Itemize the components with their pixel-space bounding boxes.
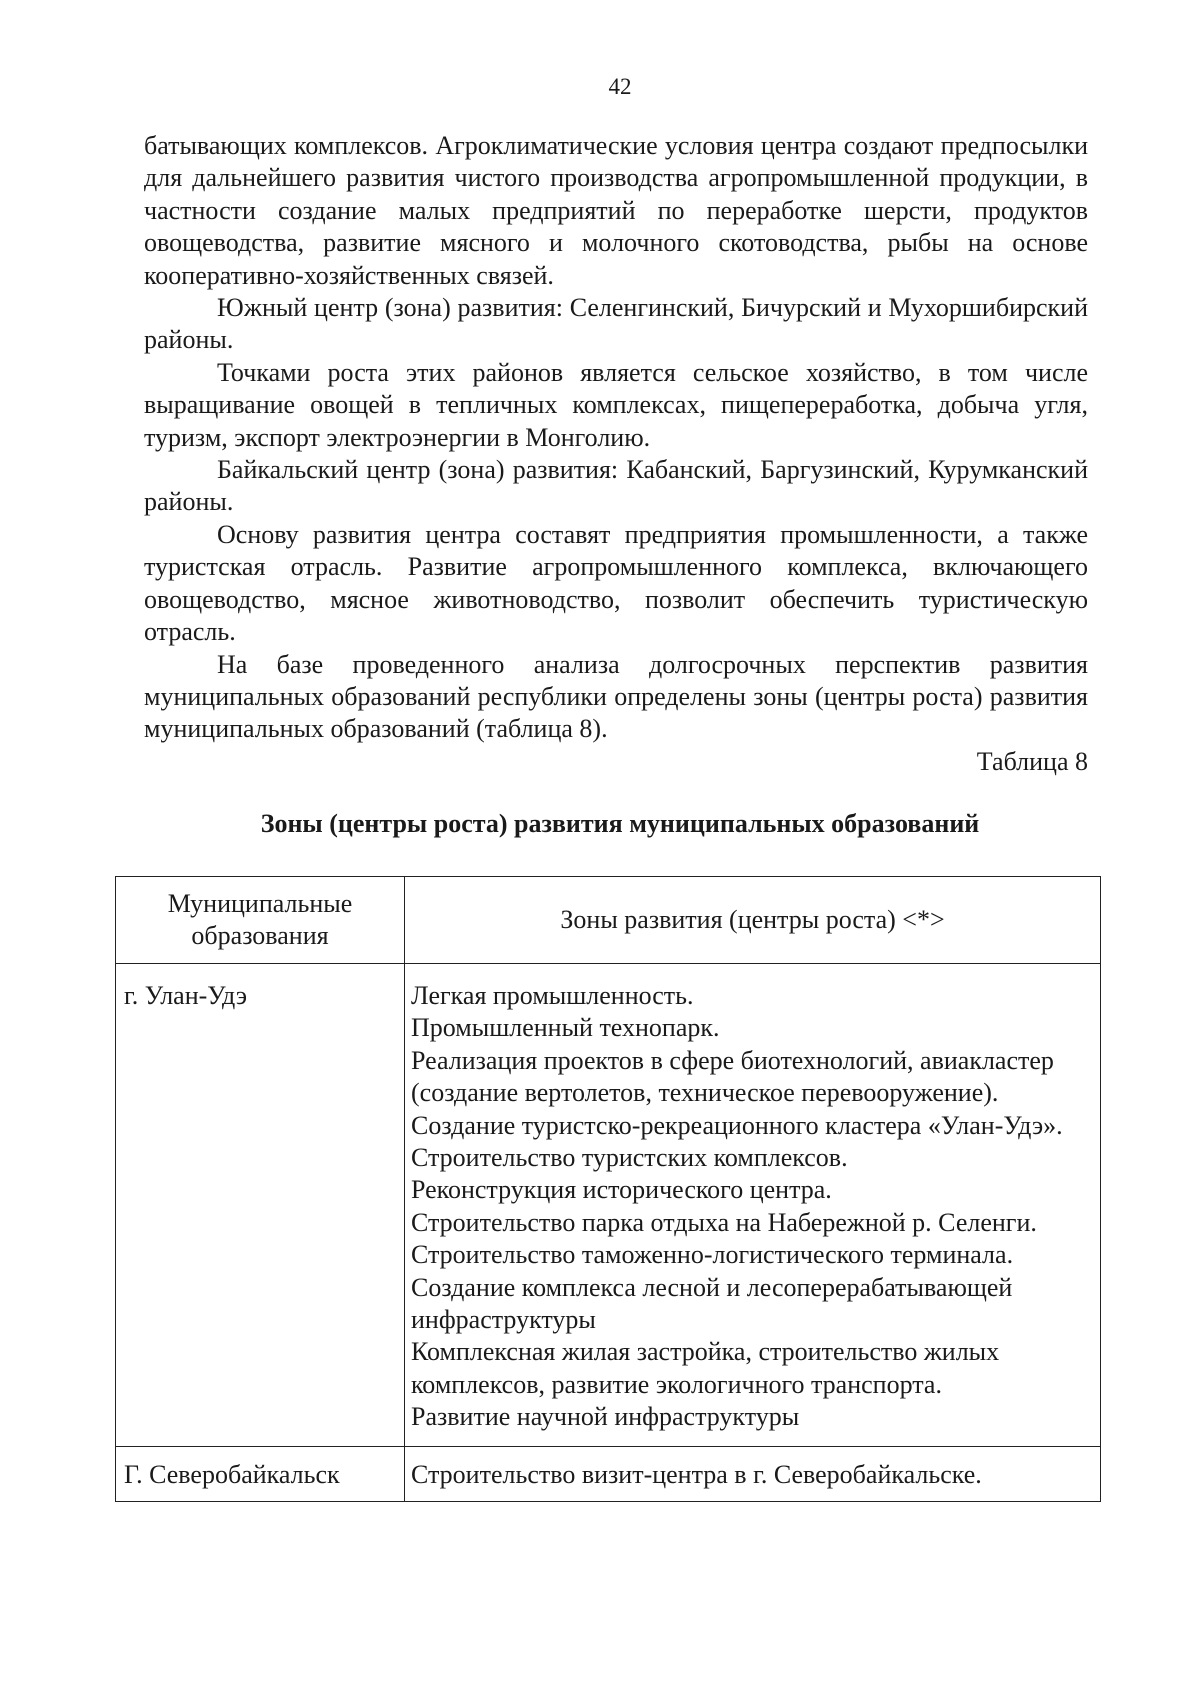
zone-item: Промышленный технопарк.: [411, 1013, 720, 1043]
table-row: [116, 964, 1101, 1447]
table-row: [116, 1446, 1101, 1501]
paragraph: Южный центр (зона) развития: Селенгинский, Бичурский и Мухоршибирский районы.: [144, 293, 1088, 355]
zone-item: Реализация проектов в сфере биотехнологий, авиакластер (создание вертолетов, техническое перевооружение).: [411, 1045, 1054, 1108]
zone-item: Строительство таможенно-логистического терминала.: [411, 1240, 1014, 1270]
zone-item: Легкая промышленность.: [411, 981, 694, 1010]
zone-item: Создание туристско-рекреационного кластера «Улан-Удэ».: [411, 1110, 1063, 1140]
header-municipality: Муниципальные образования: [116, 877, 405, 964]
zone-item: Развитие научной инфраструктуры: [411, 1402, 800, 1432]
page-number: 42: [608, 74, 632, 99]
zones-cell: [405, 964, 1101, 1447]
paragraph: Основу развития центра составят предприятия промышленности, а также туристская отрасль. Развитие агропромышленного комплекса, включающего овощеводство, мясное животноводство, позволит обеспечить туристическую отрасль.: [144, 519, 1088, 647]
table-header-row: [116, 877, 1101, 964]
table-label: Таблица 8: [976, 747, 1088, 776]
zone-item: Комплексная жилая застройка, строительство жилых комплексов, развитие экологичного транспорта.: [411, 1337, 1000, 1399]
zone-item: Создание комплекса лесной и лесоперерабатывающей инфраструктуры: [411, 1272, 1013, 1335]
municipality-cell: г. Улан-Удэ: [116, 964, 405, 1447]
paragraph: батывающих комплексов. Агроклиматические условия центра создают предпосылки для дальнейшего развития чистого производства агропромышленной продукции, в частности создание малых предприятий по переработке шерсти, продуктов овощеводства, развитие мясного и молочного скотоводства, рыбы на основе кооперативно-хозяйственных связей.: [144, 131, 1088, 290]
zones-table: [115, 876, 1101, 1502]
zone-item: Строительство парка отдыха на Набережной р. Селенги.: [411, 1207, 1037, 1237]
body-text: [144, 130, 1088, 746]
zones-cell: [405, 1446, 1101, 1501]
paragraph: На базе проведенного анализа долгосрочных перспектив развития муниципальных образований республики определены зоны (центры роста) развития муниципальных образований (таблица 8).: [144, 649, 1088, 744]
paragraph: Байкальский центр (зона) развития: Кабанский, Баргузинский, Курумканский районы.: [144, 455, 1088, 517]
paragraph: Точками роста этих районов является сельское хозяйство, в том числе выращивание овощей в тепличных комплексах, пищепереработка, добыча угля, туризм, экспорт электроэнергии в Монголию.: [144, 357, 1088, 452]
header-zones: Зоны развития (центры роста) <*>: [405, 877, 1101, 964]
zone-item: Реконструкция исторического центра.: [411, 1175, 832, 1205]
municipality-cell: Г. Северобайкальск: [116, 1446, 405, 1501]
zone-item: Строительство туристских комплексов.: [411, 1143, 848, 1173]
table-title: Зоны (центры роста) развития муниципальных образований: [260, 809, 980, 838]
zone-item: Строительство визит-центра в г. Северобайкальске.: [411, 1459, 982, 1489]
